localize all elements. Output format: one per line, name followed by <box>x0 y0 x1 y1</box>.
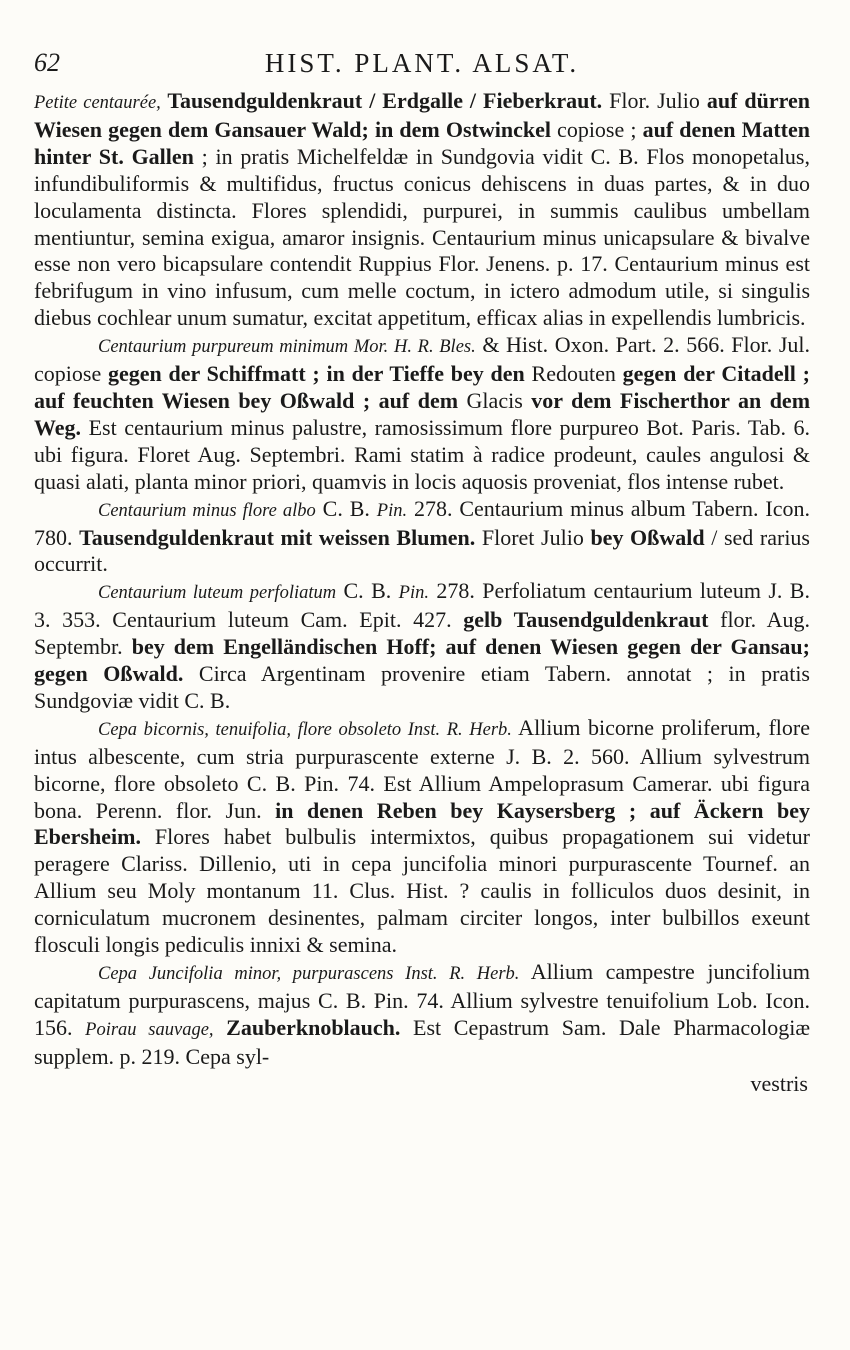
entry-petite-centauree <box>34 88 810 332</box>
german-locality: gegen der Schiffmatt ; in der Tieffe bey den <box>107 361 525 387</box>
entry-heading: Pin. <box>376 500 408 521</box>
entry-heading: Centaurium purpureum minimum Mor. H. R. Bles. <box>98 337 476 358</box>
german-locality: in denen Reben bey Kaysersberg ; auf Äckern bey Ebersheim. <box>34 797 811 850</box>
entry-text: Circa Argentinam provenire etiam Tabern. annotat ; in pratis Sundgoviæ vidit C. B. <box>34 661 810 713</box>
entry-text: flor. Aug. Septembr. <box>34 607 810 660</box>
german-locality: gegen der Citadell ; auf feuchten Wiesen bey Oßwald ; auf dem <box>34 361 810 413</box>
page-number: 62 <box>34 48 60 77</box>
entry-text: Flores habet bulbulis intermixtos, quibus propagationem sui videtur peragere Clariss. Dillenio, uti in cepa juncifolia minori purpurascente Tournef. an Allium seu Moly montanum 11. Clus. Hist. ? caulis in folliculos duos desinit, in corniculatum mucronem desinentes, palmam circiter longos, inter bulbillos exeunt flosculi longis pediculis innixi & semina. <box>34 824 810 958</box>
entry-heading: Cepa Juncifolia minor, purpurascens Inst. R. Herb. <box>98 964 520 984</box>
page-header <box>34 44 810 84</box>
entry-text: Allium bicorne proliferum, flore intus albescente, cum stria purpurascente externe J. B. 2. 560. Allium sylvestrum bicorne, flore obsoleto C. B. Pin. 74. Est Allium Ampeloprasum Camerar. ubi figura bona. Perenn. flor. Jun. <box>34 714 811 823</box>
german-name: Zauberknoblauch. <box>213 1014 401 1040</box>
entry-heading: Poirau sauvage, <box>85 1019 214 1040</box>
entry-text: C. B. <box>336 578 399 604</box>
german-name: Tausendguldenkraut / Erdgalle / Fieberkraut. <box>160 88 603 113</box>
german-locality: auf denen Matten hinter St. Gallen <box>34 116 810 169</box>
entry-heading: Centaurium minus flore albo <box>98 500 316 521</box>
entry-cepa-bicornis <box>34 715 810 959</box>
entry-heading: Pin. <box>398 583 429 604</box>
entry-text: Floret Julio <box>475 524 591 550</box>
entry-heading: Petite centaurée, <box>34 93 161 113</box>
entry-text: 278. Centaurium minus album Tabern. Icon. 780. <box>34 495 810 550</box>
entry-heading: Cepa bicornis, tenuifolia, flore obsoleto Inst. R. Herb. <box>98 719 512 740</box>
entry-text: copiose ; <box>550 116 643 142</box>
entry-text: Allium campestre juncifolium capitatum purpurascens, majus C. B. Pin. 74. Allium sylvestre tenuifolium Lob. Icon. 156. <box>34 959 810 1040</box>
entry-text: Est centaurium minus palustre, ramosissimum flore purpureo Bot. Paris. Tab. 6. ubi figura. Floret Aug. Septembri. Rami statim à radice prodeunt, caules angulosi & quasi alati, planta minor priori, quamvis in locis aquosis proveniat, flos intense rubet. <box>34 414 810 494</box>
entry-heading: Centaurium luteum perfoliatum <box>98 583 337 604</box>
german-locality: bey dem Engelländischen Hoff; auf denen Wiesen gegen der Gansau; gegen Oßwald. <box>34 634 810 687</box>
entry-centaurium-luteum <box>34 578 810 715</box>
german-name: Tausendguldenkraut mit weissen Blumen. <box>79 524 476 550</box>
entry-centaurium-flore-albo <box>34 496 810 579</box>
entry-text: & Hist. Oxon. Part. 2. 566. Flor. Jul. copiose <box>34 332 811 387</box>
entry-text: Glacis <box>458 387 532 413</box>
entry-text: Est Cepastrum Sam. Dale Pharmacologiæ supplem. p. 219. Cepa syl- <box>34 1014 811 1069</box>
entry-text: / sed rarius occurrit. <box>34 524 810 577</box>
german-name: gelb Tausendguldenkraut <box>463 607 709 633</box>
entry-text: 278. Perfoliatum centaurium luteum J. B. 3. 353. Centaurium luteum Cam. Epit. 427. <box>34 578 810 633</box>
catchword: vestris <box>750 1070 808 1096</box>
german-locality: vor dem Fischerthor an dem Weg. <box>34 387 811 440</box>
german-locality: auf dürren Wiesen gegen dem Gansauer Wald; in dem Ostwinckel <box>34 88 811 142</box>
german-locality: bey Oßwald <box>590 524 705 550</box>
entry-text: Redouten <box>524 361 623 387</box>
entry-text: Flor. Julio <box>602 88 707 113</box>
entry-text: C. B. <box>315 495 377 521</box>
entry-centaurium-purpureum <box>34 332 810 495</box>
entry-text: ; in pratis Michelfeldæ in Sundgovia vidit C. B. Flos monopetalus, infundibuliformis & multifidus, fructus conicus dehiscens in duas partes, & in duo loculamenta distincta. Flores splendidi, purpurei, in summis caulibus umbellam mentiuntur, semina exigua, amaror insignis. Centaurium minus unicapsulare & bivalve esse non vero bicapsulare contendit Ruppius Flor. Jenens. p. 17. Centaurium minus est febrifugum in vino infusum, cum melle coctum, in ictero admodum utile, si singulis diebus cochlear unum sumatur, excitat appetitum, efficax alias in expellendis lumbricis. <box>34 143 810 331</box>
running-head: HIST. PLANT. ALSAT. <box>264 48 580 78</box>
entry-cepa-juncifolia <box>34 959 810 1071</box>
